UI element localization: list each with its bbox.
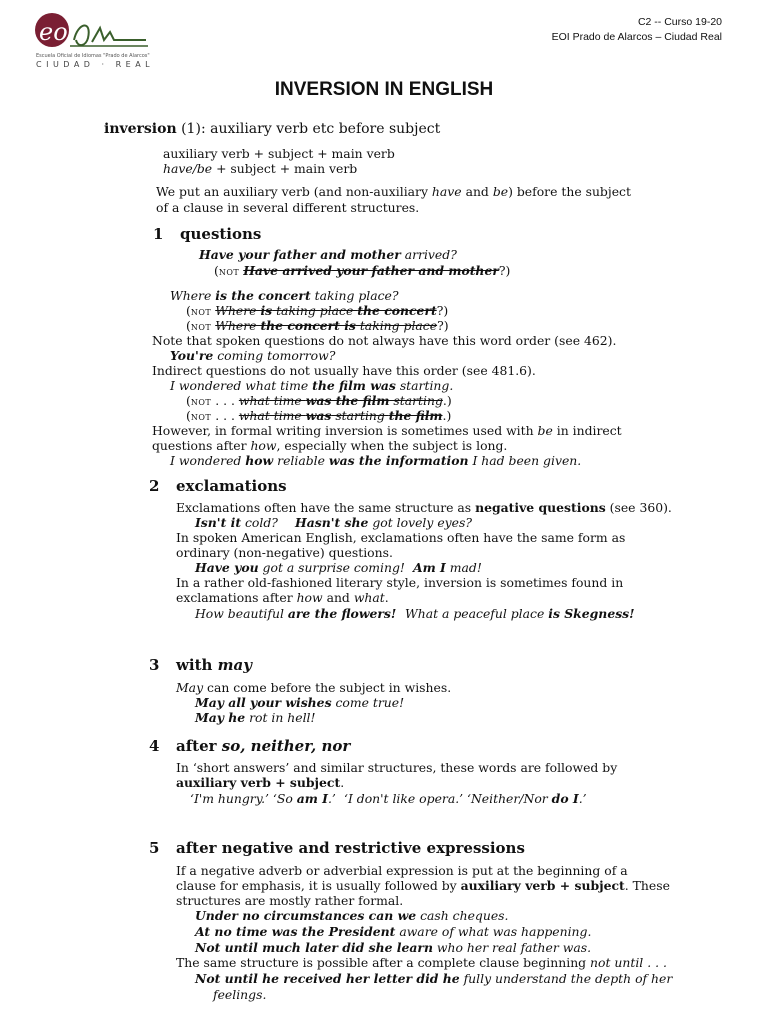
s1-note-1: Note that spoken questions do not always have this word order (see 462).	[152, 333, 617, 348]
s1-note-4: questions after how, especially when the subject is long.	[152, 438, 508, 453]
school-label: EOI Prado de Alarcos – Ciudad Real	[551, 31, 722, 43]
s5-example-4: Not until he received her letter did he fully understand the depth of her	[195, 971, 673, 986]
s2-example-2: Hasn't she got lovely eyes?	[295, 515, 472, 530]
s5-example-2: At no time was the President aware of what was happening.	[195, 924, 592, 939]
section-4-number: 4	[149, 737, 160, 755]
s1-note-2: Indirect questions do not usually have this order (see 481.6).	[152, 363, 536, 378]
s2-example-4: Am I mad!	[413, 560, 482, 575]
org-subtitle: Escuela Oficial de Idiomas "Prado de Alarcos"	[36, 53, 150, 59]
s5-example-4-cont: feelings.	[213, 987, 267, 1002]
intro-formula-2: have/be + subject + main verb	[163, 161, 358, 176]
s1-example-3: You're coming tomorrow?	[170, 348, 336, 363]
s3-line-1: May can come before the subject in wishes.	[176, 680, 452, 695]
section-5-title: after negative and restrictive expressions	[176, 839, 525, 857]
s5-line-2: clause for emphasis, it is usually followed by auxiliary verb + subject. These	[176, 878, 670, 893]
svg-text:eoi: eoi	[39, 18, 76, 46]
s2-line-5: exclamations after how and what.	[176, 590, 389, 605]
section-2-number: 2	[149, 477, 160, 495]
intro-formula-1: auxiliary verb + subject + main verb	[163, 146, 395, 161]
s4-line-2: auxiliary verb + subject.	[176, 775, 345, 790]
intro-num: (1)	[181, 121, 201, 137]
org-city: CIUDAD · REAL	[36, 60, 155, 69]
section-4-title: after so, neither, nor	[176, 737, 351, 755]
s5-line-4: The same structure is possible after a complete clause beginning not until . . .	[176, 955, 667, 970]
s3-example-2: May he rot in hell!	[195, 710, 316, 725]
s1-example-4: I wondered what time the film was starting.	[170, 378, 454, 393]
s1-example-5: I wondered how reliable was the information I had been given.	[170, 453, 582, 468]
s1-note-3: However, in formal writing inversion is sometimes used with be in indirect	[152, 423, 622, 438]
intro-line-1: We put an auxiliary verb (and non-auxiliary have and be) before the subject	[156, 184, 631, 199]
s2-example-3: Have you got a surprise coming!	[195, 560, 405, 575]
s1-not-4: (not . . . what time was the film starting.)	[186, 393, 452, 408]
s5-line-3: structures are mostly rather formal.	[176, 893, 404, 908]
s4-line-1: In ‘short answers’ and similar structures, these words are followed by	[176, 760, 618, 775]
s2-line-1: Exclamations often have the same structure as negative questions (see 360).	[176, 500, 672, 515]
intro-line-2: of a clause in several different structures.	[156, 200, 420, 215]
s2-line-3: ordinary (non-negative) questions.	[176, 545, 393, 560]
section-5-number: 5	[149, 839, 160, 857]
s4-example-2: ‘I don't like opera.’ ‘Neither/Nor do I.’	[344, 791, 587, 806]
s5-example-1: Under no circumstances can we cash cheques.	[195, 908, 509, 923]
page-title: INVERSION IN ENGLISH	[274, 79, 494, 100]
s5-line-1: If a negative adverb or adverbial expression is put at the beginning of a	[176, 863, 628, 878]
s2-example-6: What a peaceful place is Skegness!	[405, 606, 635, 621]
s2-example-1: Isn't it cold?	[195, 515, 278, 530]
s1-not-5: (not . . . what time was starting the film.)	[186, 408, 452, 423]
section-3-title: with may	[176, 656, 252, 674]
s1-not-3: (not Where the concert is taking place?)	[186, 318, 449, 333]
s1-example-1: Have your father and mother arrived?	[199, 247, 457, 262]
s1-example-2: Where is the concert taking place?	[170, 288, 399, 303]
s1-not-2: (not Where is taking place the concert?)	[186, 303, 449, 318]
intro-term: inversion	[104, 121, 177, 137]
section-3-number: 3	[149, 656, 160, 674]
course-label: C2 -- Curso 19-20	[637, 16, 722, 28]
s3-example-1: May all your wishes come true!	[195, 695, 405, 710]
intro-heading	[104, 121, 440, 137]
s2-line-4: In a rather old-fashioned literary style, inversion is sometimes found in	[176, 575, 624, 590]
s1-not-1: (not Have arrived your father and mother?)	[214, 263, 511, 278]
section-1-number: 1	[153, 225, 164, 243]
section-2-title: exclamations	[176, 477, 287, 495]
section-1-title: questions	[180, 225, 262, 243]
s2-line-2: In spoken American English, exclamations often have the same form as	[176, 530, 626, 545]
s4-example-1: ‘I'm hungry.’ ‘So am I.’	[190, 791, 336, 806]
s2-example-5: How beautiful are the flowers!	[195, 606, 397, 621]
s5-example-3: Not until much later did she learn who her real father was.	[195, 940, 592, 955]
intro-definition: : auxiliary verb etc before subject	[200, 121, 441, 137]
